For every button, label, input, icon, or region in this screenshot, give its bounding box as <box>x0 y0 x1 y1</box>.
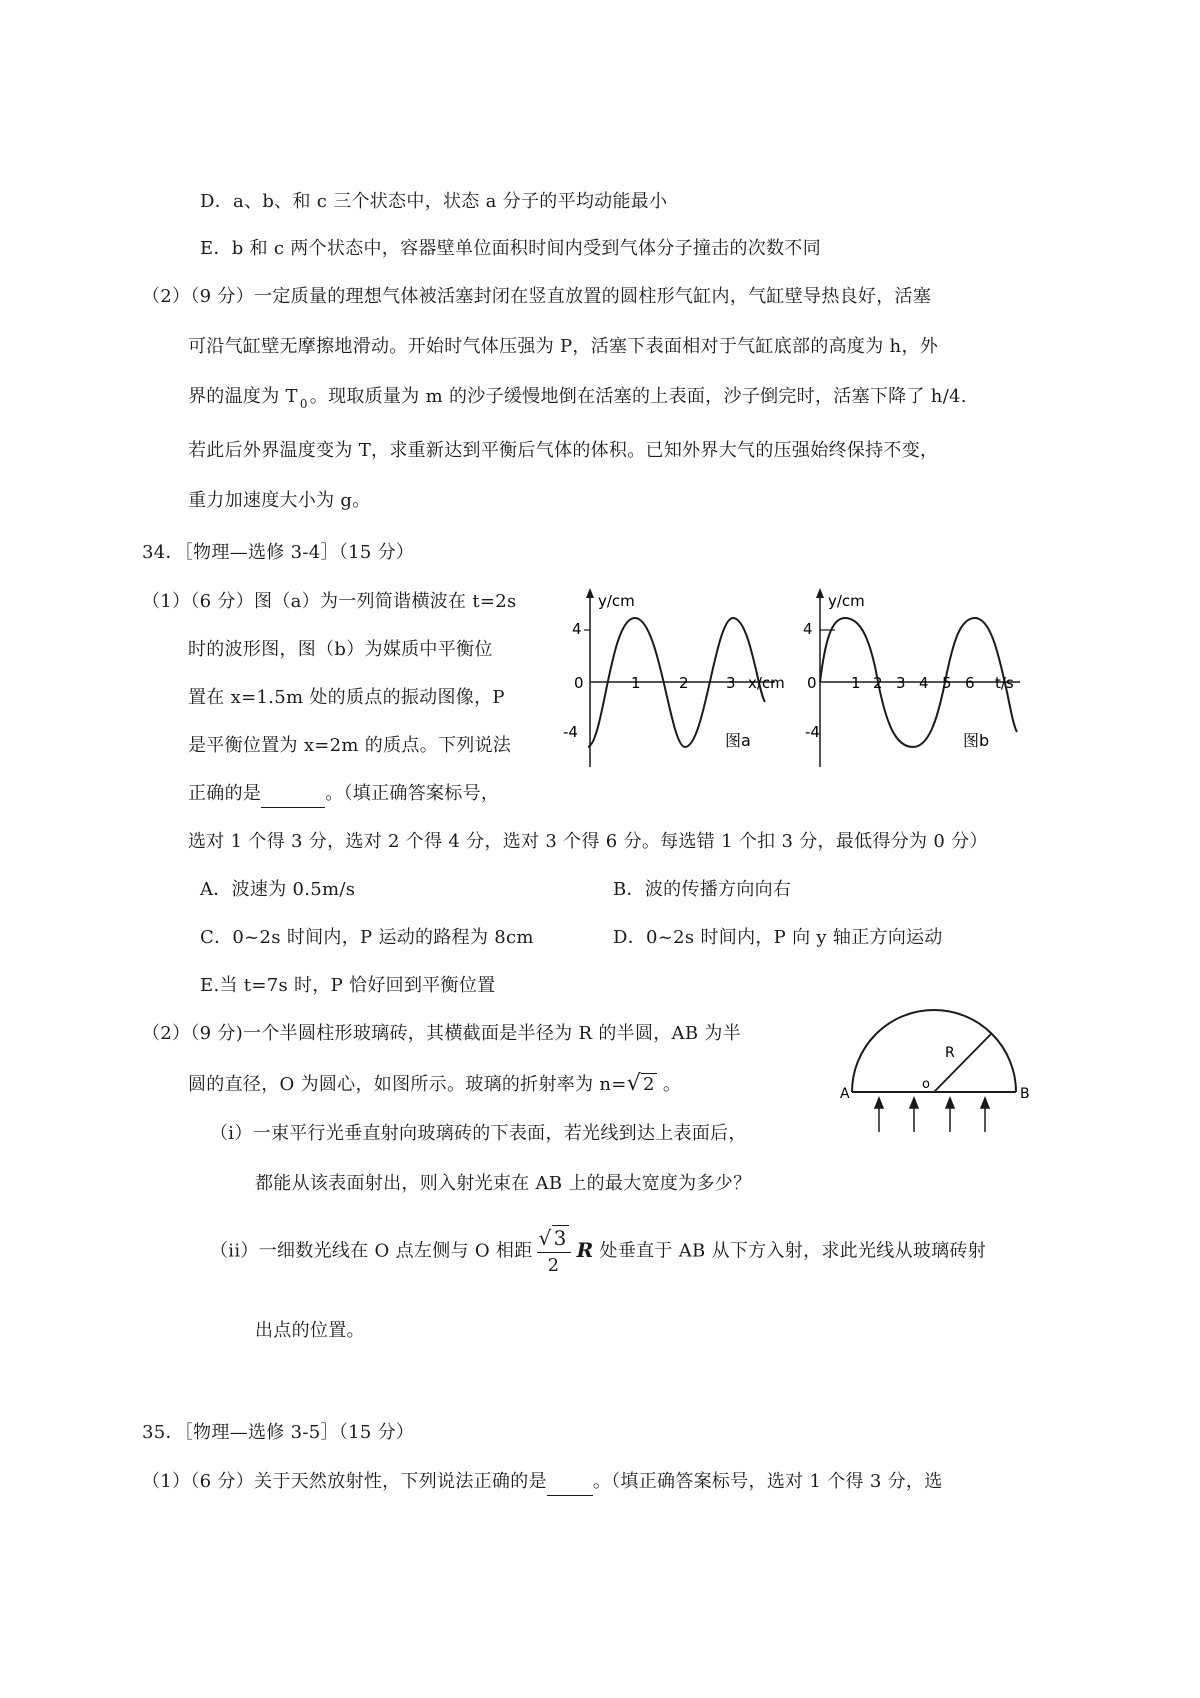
t0-subscript: 0 <box>299 397 308 411</box>
q34-p2-line2-a: 圆的直径，O 为圆心，如图所示。玻璃的折射率为 n= <box>188 1074 627 1095</box>
t-tick-3: 3 <box>896 674 906 692</box>
q33-part2-line3-b: 。现取质量为 m 的沙子缓慢地倒在活塞的上表面，沙子倒完时，活塞下降了 h/4. <box>309 386 967 407</box>
t-tick-1: 1 <box>851 674 861 692</box>
q34-p2-line2 <box>188 1071 681 1098</box>
semicircle-diagram <box>832 1000 1042 1140</box>
q33-part2-line2: 可沿气缸壁无摩擦地滑动。开始时气体压强为 P，活塞下表面相对于气缸底部的高度为 h，外 <box>188 336 939 357</box>
t-tick-2: 2 <box>873 674 883 692</box>
label-b: B <box>1020 1086 1030 1102</box>
q34-p1-line3: 置在 x=1.5m 处的质点的振动图像，P <box>188 687 505 708</box>
q35-line1-a: （1）（6 分）关于天然放射性，下列说法正确的是 <box>142 1471 547 1492</box>
graph-a-caption: 图a <box>725 731 751 750</box>
fraction-numerator: √ 3 <box>537 1228 571 1253</box>
q33-part2-line4: 若此后外界温度变为 T，求重新达到平衡后气体的体积。已知外界大气的压强始终保持不变， <box>188 440 939 461</box>
q34-heading: 34．［物理—选修 3-4］（15 分） <box>142 542 415 563</box>
label-r: R <box>945 1045 955 1061</box>
semicircle-arc <box>852 1010 1016 1092</box>
wave-graph-a <box>560 582 790 772</box>
q35-line1-b: 。（填正确答案标号，选对 1 个得 3 分，选 <box>592 1471 943 1492</box>
q35-heading: 35．［物理—选修 3-5］（15 分） <box>142 1422 415 1443</box>
vibration-graph-b <box>795 582 1030 772</box>
q33-part2-line1: （2）（9 分）一定质量的理想气体被活塞封闭在竖直放置的圆柱形气缸内，气缸壁导热良好，活塞 <box>142 286 932 307</box>
q34-option-e: E.当 t=7s 时，P 恰好回到平衡位置 <box>200 975 496 996</box>
t-tick-5: 5 <box>942 674 952 692</box>
incident-light-arrows <box>875 1098 989 1132</box>
y-tick-label-top: 4 <box>803 620 813 638</box>
q35-line1 <box>142 1469 943 1496</box>
radius-symbol: R <box>576 1237 594 1262</box>
fraction-sqrt3-over-2 <box>537 1228 571 1275</box>
x-tick-1: 1 <box>631 674 641 692</box>
q33-part2-line3 <box>188 384 967 411</box>
q34-p2-ii-line1 <box>210 1228 986 1275</box>
q34-p2-line2-b: 。 <box>662 1074 682 1095</box>
label-a: A <box>840 1086 850 1102</box>
t-axis-label: t/s <box>995 674 1014 692</box>
y-tick-label-top: 4 <box>572 620 582 638</box>
y-axis-arrow <box>816 588 824 598</box>
q34-p2-i-line1: （i）一束平行光垂直射向玻璃砖的下表面，若光线到达上表面后， <box>210 1123 747 1144</box>
q34-p1-line5 <box>188 781 499 808</box>
y-tick-label-bottom: -4 <box>563 723 578 741</box>
q34-option-a: A．波速为 0.5m/s <box>200 879 356 900</box>
y-axis-label: y/cm <box>828 592 865 610</box>
answer-blank <box>547 1469 593 1496</box>
x-axis-label: x/cm <box>748 674 785 692</box>
y-axis-arrow <box>586 588 594 598</box>
q34-p2-ii-line2: 出点的位置。 <box>255 1320 365 1341</box>
q34-p2-ii-a: （ii）一细数光线在 O 点左侧与 O 相距 <box>210 1240 533 1262</box>
t-tick-6: 6 <box>965 674 975 692</box>
fraction-denominator: 2 <box>547 1255 560 1276</box>
q34-p1-line5-b: 。（填正确答案标号， <box>325 783 500 804</box>
y-axis-label: y/cm <box>598 592 635 610</box>
q34-p2-i-line2: 都能从该表面射出，则入射光束在 AB 上的最大宽度为多少？ <box>255 1173 752 1194</box>
t-tick-4: 4 <box>919 674 929 692</box>
radius-line <box>934 1033 992 1092</box>
t-tick-0: 0 <box>807 674 817 692</box>
q33-option-e: E．b 和 c 两个状态中，容器壁单位面积时间内受到气体分子撞击的次数不同 <box>200 238 822 259</box>
sqrt-radicand: 2 <box>643 1074 655 1095</box>
q34-option-b: B．波的传播方向向右 <box>613 879 792 900</box>
q34-p1-line2: 时的波形图，图（b）为媒质中平衡位 <box>188 639 493 660</box>
q34-p2-ii-b: 处垂直于 AB 从下方入射，求此光线从玻璃砖射 <box>599 1240 987 1262</box>
q34-option-c: C．0~2s 时间内，P 运动的路程为 8cm <box>200 927 534 948</box>
x-tick-3: 3 <box>726 674 736 692</box>
answer-blank <box>261 781 325 808</box>
q34-p1-line4: 是平衡位置为 x=2m 的质点。下列说法 <box>188 735 512 756</box>
q33-part2-line5: 重力加速度大小为 g。 <box>188 490 371 511</box>
q34-p1-line5-a: 正确的是 <box>188 783 262 804</box>
label-o: o <box>922 1077 930 1092</box>
y-tick-label-bottom: -4 <box>805 723 820 741</box>
q33-part2-line3-a: 界的温度为 T <box>188 386 298 407</box>
q33-option-d: D．a、b、和 c 三个状态中，状态 a 分子的平均动能最小 <box>200 191 668 212</box>
q34-p1-line6: 选对 1 个得 3 分，选对 2 个得 4 分，选对 3 个得 6 分。每选错 1 个扣 3 分，最低得分为 0 分） <box>188 831 988 852</box>
q34-option-d: D．0~2s 时间内，P 向 y 轴正方向运动 <box>613 927 943 948</box>
q34-p2-line1: （2）（9 分)一个半圆柱形玻璃砖，其横截面是半径为 R 的半圆，AB 为半 <box>142 1023 741 1044</box>
graph-b-caption: 图b <box>963 731 990 750</box>
q34-p1-line1: （1）（6 分）图（a）为一列简谐横波在 t=2s <box>142 591 517 612</box>
sqrt-symbol: √ <box>626 1071 642 1096</box>
x-tick-2: 2 <box>679 674 689 692</box>
x-tick-0: 0 <box>574 674 584 692</box>
